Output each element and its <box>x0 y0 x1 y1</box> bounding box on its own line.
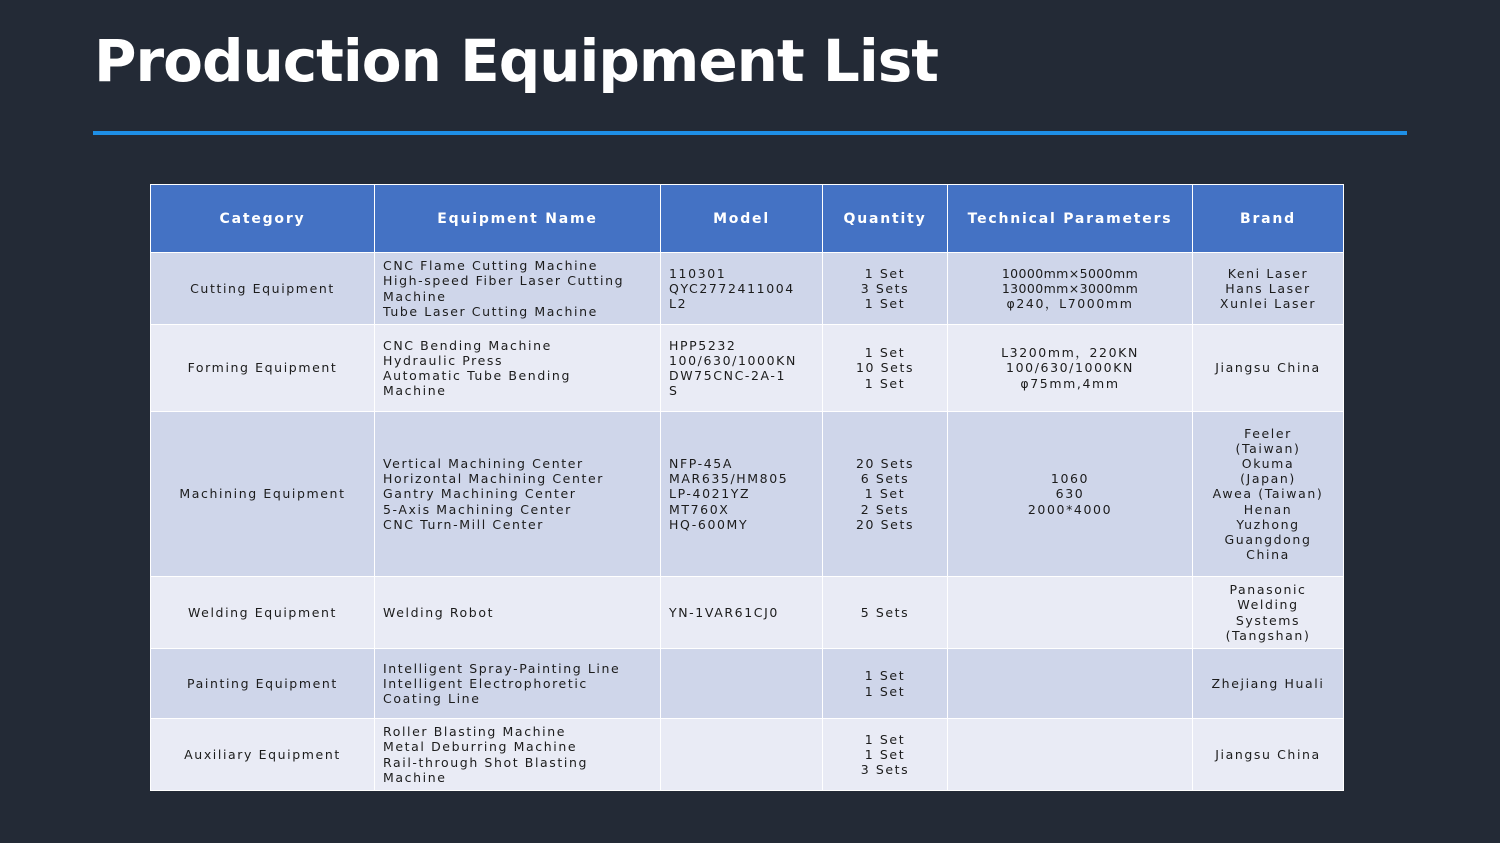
equipment-name-line: Gantry Machining Center <box>383 486 577 502</box>
model-cell <box>661 325 823 412</box>
model-line: NFP-45A <box>669 455 733 471</box>
equipment-name-line: Tube Laser Cutting Machine <box>383 303 598 319</box>
table-row <box>151 649 1344 719</box>
model-line: HPP5232 <box>669 337 737 353</box>
quantity-line: 20 Sets <box>855 516 915 532</box>
parameter-line: 630 <box>1055 486 1085 502</box>
brand-line: Feeler <box>1244 425 1292 441</box>
model-cell <box>661 577 823 649</box>
equipment-table <box>150 184 1344 791</box>
brand-line: Jiangsu China <box>1215 360 1321 376</box>
equipment-name-line: Hydraulic Press <box>383 352 504 368</box>
equipment-name-line: CNC Turn-Mill Center <box>383 516 545 532</box>
category-text: Auxiliary Equipment <box>184 746 341 762</box>
header-equipment-name: Equipment Name <box>375 185 661 253</box>
category-cell <box>151 649 375 719</box>
model-line: L2 <box>669 296 688 312</box>
equipment-name-line: Horizontal Machining Center <box>383 471 605 487</box>
parameter-line: 2000*4000 <box>1027 501 1113 517</box>
equipment-name-cell <box>375 719 661 791</box>
technical-parameters-cell <box>948 577 1193 649</box>
brand-cell <box>1193 719 1344 791</box>
brand-line: Guangdong <box>1224 532 1312 547</box>
table-row <box>151 577 1344 649</box>
brand-line: (Japan) <box>1240 471 1296 487</box>
quantity-line: 10 Sets <box>855 360 915 376</box>
equipment-name-line: High-speed Fiber Laser Cutting Machine <box>383 273 625 304</box>
brand-line: Hans Laser <box>1225 280 1311 296</box>
technical-parameters-cell <box>948 649 1193 719</box>
header-category: Category <box>151 185 375 253</box>
model-line: 100/630/1000KN <box>669 352 797 368</box>
quantity-cell <box>823 719 948 791</box>
brand-line: (Tangshan) <box>1225 627 1311 643</box>
parameter-line: φ75mm,4mm <box>1020 375 1120 391</box>
quantity-cell <box>823 577 948 649</box>
brand-line: Yuzhong <box>1236 516 1300 532</box>
equipment-name-line: Vertical Machining Center <box>383 455 584 471</box>
quantity-cell <box>823 253 948 325</box>
brand-line: Panasonic <box>1229 582 1307 598</box>
category-cell <box>151 412 375 577</box>
table-header-row <box>151 185 1344 253</box>
brand-line: China <box>1246 547 1290 563</box>
header-quantity: Quantity <box>823 185 948 253</box>
technical-parameters-cell <box>948 719 1193 791</box>
model-line: LP-4021YZ <box>669 486 751 502</box>
category-cell <box>151 325 375 412</box>
brand-line: Keni Laser <box>1227 265 1309 281</box>
brand-cell <box>1193 325 1344 412</box>
model-line: HQ-600MY <box>669 516 749 532</box>
quantity-line: 5 Sets <box>860 604 910 620</box>
quantity-line: 1 Set <box>864 486 906 502</box>
parameter-line: 13000mm×3000mm <box>1001 280 1139 296</box>
equipment-name-cell <box>375 649 661 719</box>
brand-line: Xunlei Laser <box>1219 296 1317 312</box>
brand-line: Jiangsu China <box>1215 746 1321 762</box>
equipment-name-line: Intelligent Spray-Painting Line <box>383 660 621 676</box>
header-brand: Brand <box>1193 185 1344 253</box>
category-text: Painting Equipment <box>187 675 338 691</box>
brand-cell <box>1193 253 1344 325</box>
title-underline <box>93 131 1407 135</box>
brand-line: Henan <box>1243 501 1293 517</box>
category-text: Forming Equipment <box>187 360 338 376</box>
brand-line: Awea (Taiwan) <box>1212 486 1324 502</box>
parameter-line: 1060 <box>1050 471 1090 487</box>
technical-parameters-cell <box>948 325 1193 412</box>
quantity-cell <box>823 649 948 719</box>
quantity-line: 1 Set <box>864 746 906 762</box>
parameter-line: L3200mm，220KN <box>1001 345 1139 361</box>
table-row <box>151 412 1344 577</box>
quantity-line: 1 Set <box>864 668 906 684</box>
equipment-name-line: Intelligent Electrophoretic Coating Line <box>383 675 588 707</box>
brand-cell <box>1193 649 1344 719</box>
quantity-line: 20 Sets <box>855 455 915 471</box>
quantity-line: 1 Set <box>864 296 906 312</box>
equipment-name-line: 5-Axis Machining Center <box>383 501 572 517</box>
header-technical-parameters: Technical Parameters <box>948 185 1193 253</box>
category-cell <box>151 719 375 791</box>
model-line: DW75CNC-2A-1S <box>669 368 787 399</box>
brand-line: Zhejiang Huali <box>1211 675 1325 691</box>
model-line: QYC2772411004 <box>669 280 795 296</box>
quantity-line: 3 Sets <box>860 762 910 778</box>
model-cell <box>661 412 823 577</box>
equipment-name-cell <box>375 412 661 577</box>
model-cell <box>661 649 823 719</box>
header-model: Model <box>661 185 823 253</box>
model-cell <box>661 719 823 791</box>
page-title: Production Equipment List <box>94 27 938 95</box>
table-row <box>151 253 1344 325</box>
quantity-line: 1 Set <box>864 683 906 699</box>
brand-line: Welding <box>1237 597 1299 613</box>
technical-parameters-cell <box>948 412 1193 577</box>
equipment-name-line: CNC Bending Machine <box>383 337 552 353</box>
technical-parameters-cell <box>948 253 1193 325</box>
model-line: 110301 <box>669 265 727 281</box>
equipment-name-line: Rail-through Shot Blasting Machine <box>383 754 589 785</box>
quantity-line: 3 Sets <box>860 280 910 296</box>
equipment-name-line: CNC Flame Cutting Machine <box>383 258 599 274</box>
quantity-line: 6 Sets <box>860 471 910 487</box>
parameter-line: φ240，L7000mm <box>1006 296 1134 312</box>
quantity-cell <box>823 325 948 412</box>
brand-cell <box>1193 577 1344 649</box>
parameter-line: 10000mm×5000mm <box>1001 265 1139 281</box>
model-cell <box>661 253 823 325</box>
quantity-cell <box>823 412 948 577</box>
equipment-name-cell <box>375 253 661 325</box>
category-text: Cutting Equipment <box>190 280 335 296</box>
category-cell <box>151 253 375 325</box>
parameter-line: 100/630/1000KN <box>1006 360 1134 376</box>
brand-line: Okuma <box>1241 455 1295 471</box>
model-line: YN-1VAR61CJ0 <box>669 604 779 620</box>
equipment-name-line: Metal Deburring Machine <box>383 739 578 755</box>
category-text: Welding Equipment <box>187 604 338 620</box>
equipment-name-cell <box>375 325 661 412</box>
model-line: MT760X <box>669 501 730 517</box>
equipment-name-line: Roller Blasting Machine <box>383 724 567 740</box>
quantity-line: 1 Set <box>864 345 906 361</box>
brand-line: Systems <box>1235 612 1301 628</box>
equipment-name-line: Welding Robot <box>383 604 495 620</box>
brand-cell <box>1193 412 1344 577</box>
model-line: MAR635/HM805 <box>669 471 789 487</box>
table-row <box>151 719 1344 791</box>
quantity-line: 1 Set <box>864 731 906 747</box>
table-row <box>151 325 1344 412</box>
category-cell <box>151 577 375 649</box>
quantity-line: 2 Sets <box>860 501 910 517</box>
quantity-line: 1 Set <box>864 375 906 391</box>
brand-line: (Taiwan) <box>1235 440 1301 456</box>
quantity-line: 1 Set <box>864 265 906 281</box>
equipment-name-line: Automatic Tube Bending Machine <box>383 368 571 399</box>
category-text: Machining Equipment <box>179 486 346 502</box>
equipment-name-cell <box>375 577 661 649</box>
